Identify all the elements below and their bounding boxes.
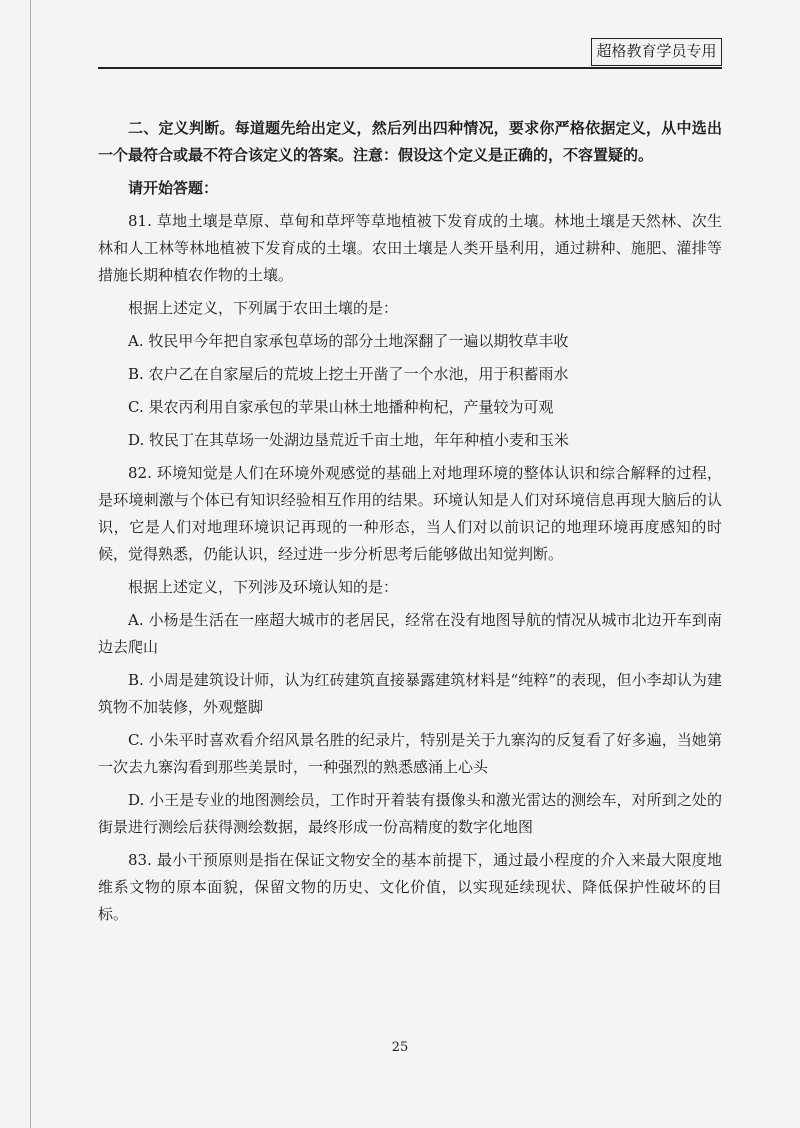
question-82-option-c: C. 小朱平时喜欢看介绍风景名胜的纪录片，特别是关于九寨沟的反复看了好多遍，当她第一次去九寨沟看到那些美景时，一种强烈的熟悉感涌上心头 — [98, 731, 722, 776]
question-82-option-d: D. 小王是专业的地图测绘员，工作时开着装有摄像头和激光雷达的测绘车，对所到之处的街景进行测绘后获得测绘数据，最终形成一份高精度的数字化地图 — [98, 791, 722, 836]
scan-binding-edge — [30, 0, 31, 1128]
question-81-option-d: D. 牧民丁在其草场一处湖边垦荒近千亩土地，年年种植小麦和玉米 — [128, 431, 570, 449]
question-83-stem: 83. 最小干预原则是指在保证文物安全的基本前提下，通过最小程度的介入来最大限度地维系文物的原本面貌，保留文物的历史、文化价值，以实现延续现状、降低保护性破坏的目标。 — [98, 851, 722, 923]
question-82-prompt: 根据上述定义，下列涉及环境认知的是： — [128, 578, 399, 596]
question-81-option-a: A. 牧民甲今年把自家承包草场的部分土地深翻了一遍以期牧草丰收 — [128, 332, 569, 350]
page-number: 25 — [391, 1040, 409, 1055]
question-82-option-b: B. 小周是建筑设计师，认为红砖建筑直接暴露建筑材料是“纯粹”的表现，但小李却认为建筑物不加装修，外观蹩脚 — [98, 671, 722, 716]
question-82-stem: 82. 环境知觉是人们在环境外观感觉的基础上对地理环境的整体认识和综合解释的过程，是环境刺激与个体已有知识经验相互作用的结果。环境认知是人们对环境信息再现大脑后的认识，它是人们对地理环境识记再现的一种形态，当人们对以前识记的地理环境再度感知的时候，觉得熟悉，仍能认识，经过进一步分析思考后能够做出知觉判断。 — [98, 464, 722, 563]
question-81-stem: 81. 草地土壤是草原、草甸和草坪等草地植被下发育成的土壤。林地土壤是天然林、次生林和人工林等林地植被下发育成的土壤。农田土壤是人类开垦利用，通过耕种、施肥、灌排等措施长期种植农作物的土壤。 — [98, 212, 722, 284]
section-instructions: 二、定义判断。每道题先给出定义，然后列出四种情况，要求你严格依据定义，从中选出一个最符合或最不符合该定义的答案。注意：假设这个定义是正确的，不容置疑的。 — [98, 119, 722, 164]
question-81-option-b: B. 农户乙在自家屋后的荒坡上挖土开凿了一个水池，用于积蓄雨水 — [128, 365, 569, 383]
start-prompt: 请开始答题： — [128, 179, 219, 197]
question-82-option-a: A. 小杨是生活在一座超大城市的老居民，经常在没有地图导航的情况从城市北边开车到南边去爬山 — [98, 611, 722, 656]
header-label: 超格教育学员专用 — [596, 42, 717, 60]
header-label-box — [591, 38, 722, 66]
header-rule — [98, 67, 722, 69]
question-81-option-c: C. 果农丙利用自家承包的苹果山林土地播种枸杞，产量较为可观 — [128, 398, 554, 416]
page-content — [98, 115, 722, 934]
question-81-prompt: 根据上述定义，下列属于农田土壤的是： — [128, 299, 399, 317]
